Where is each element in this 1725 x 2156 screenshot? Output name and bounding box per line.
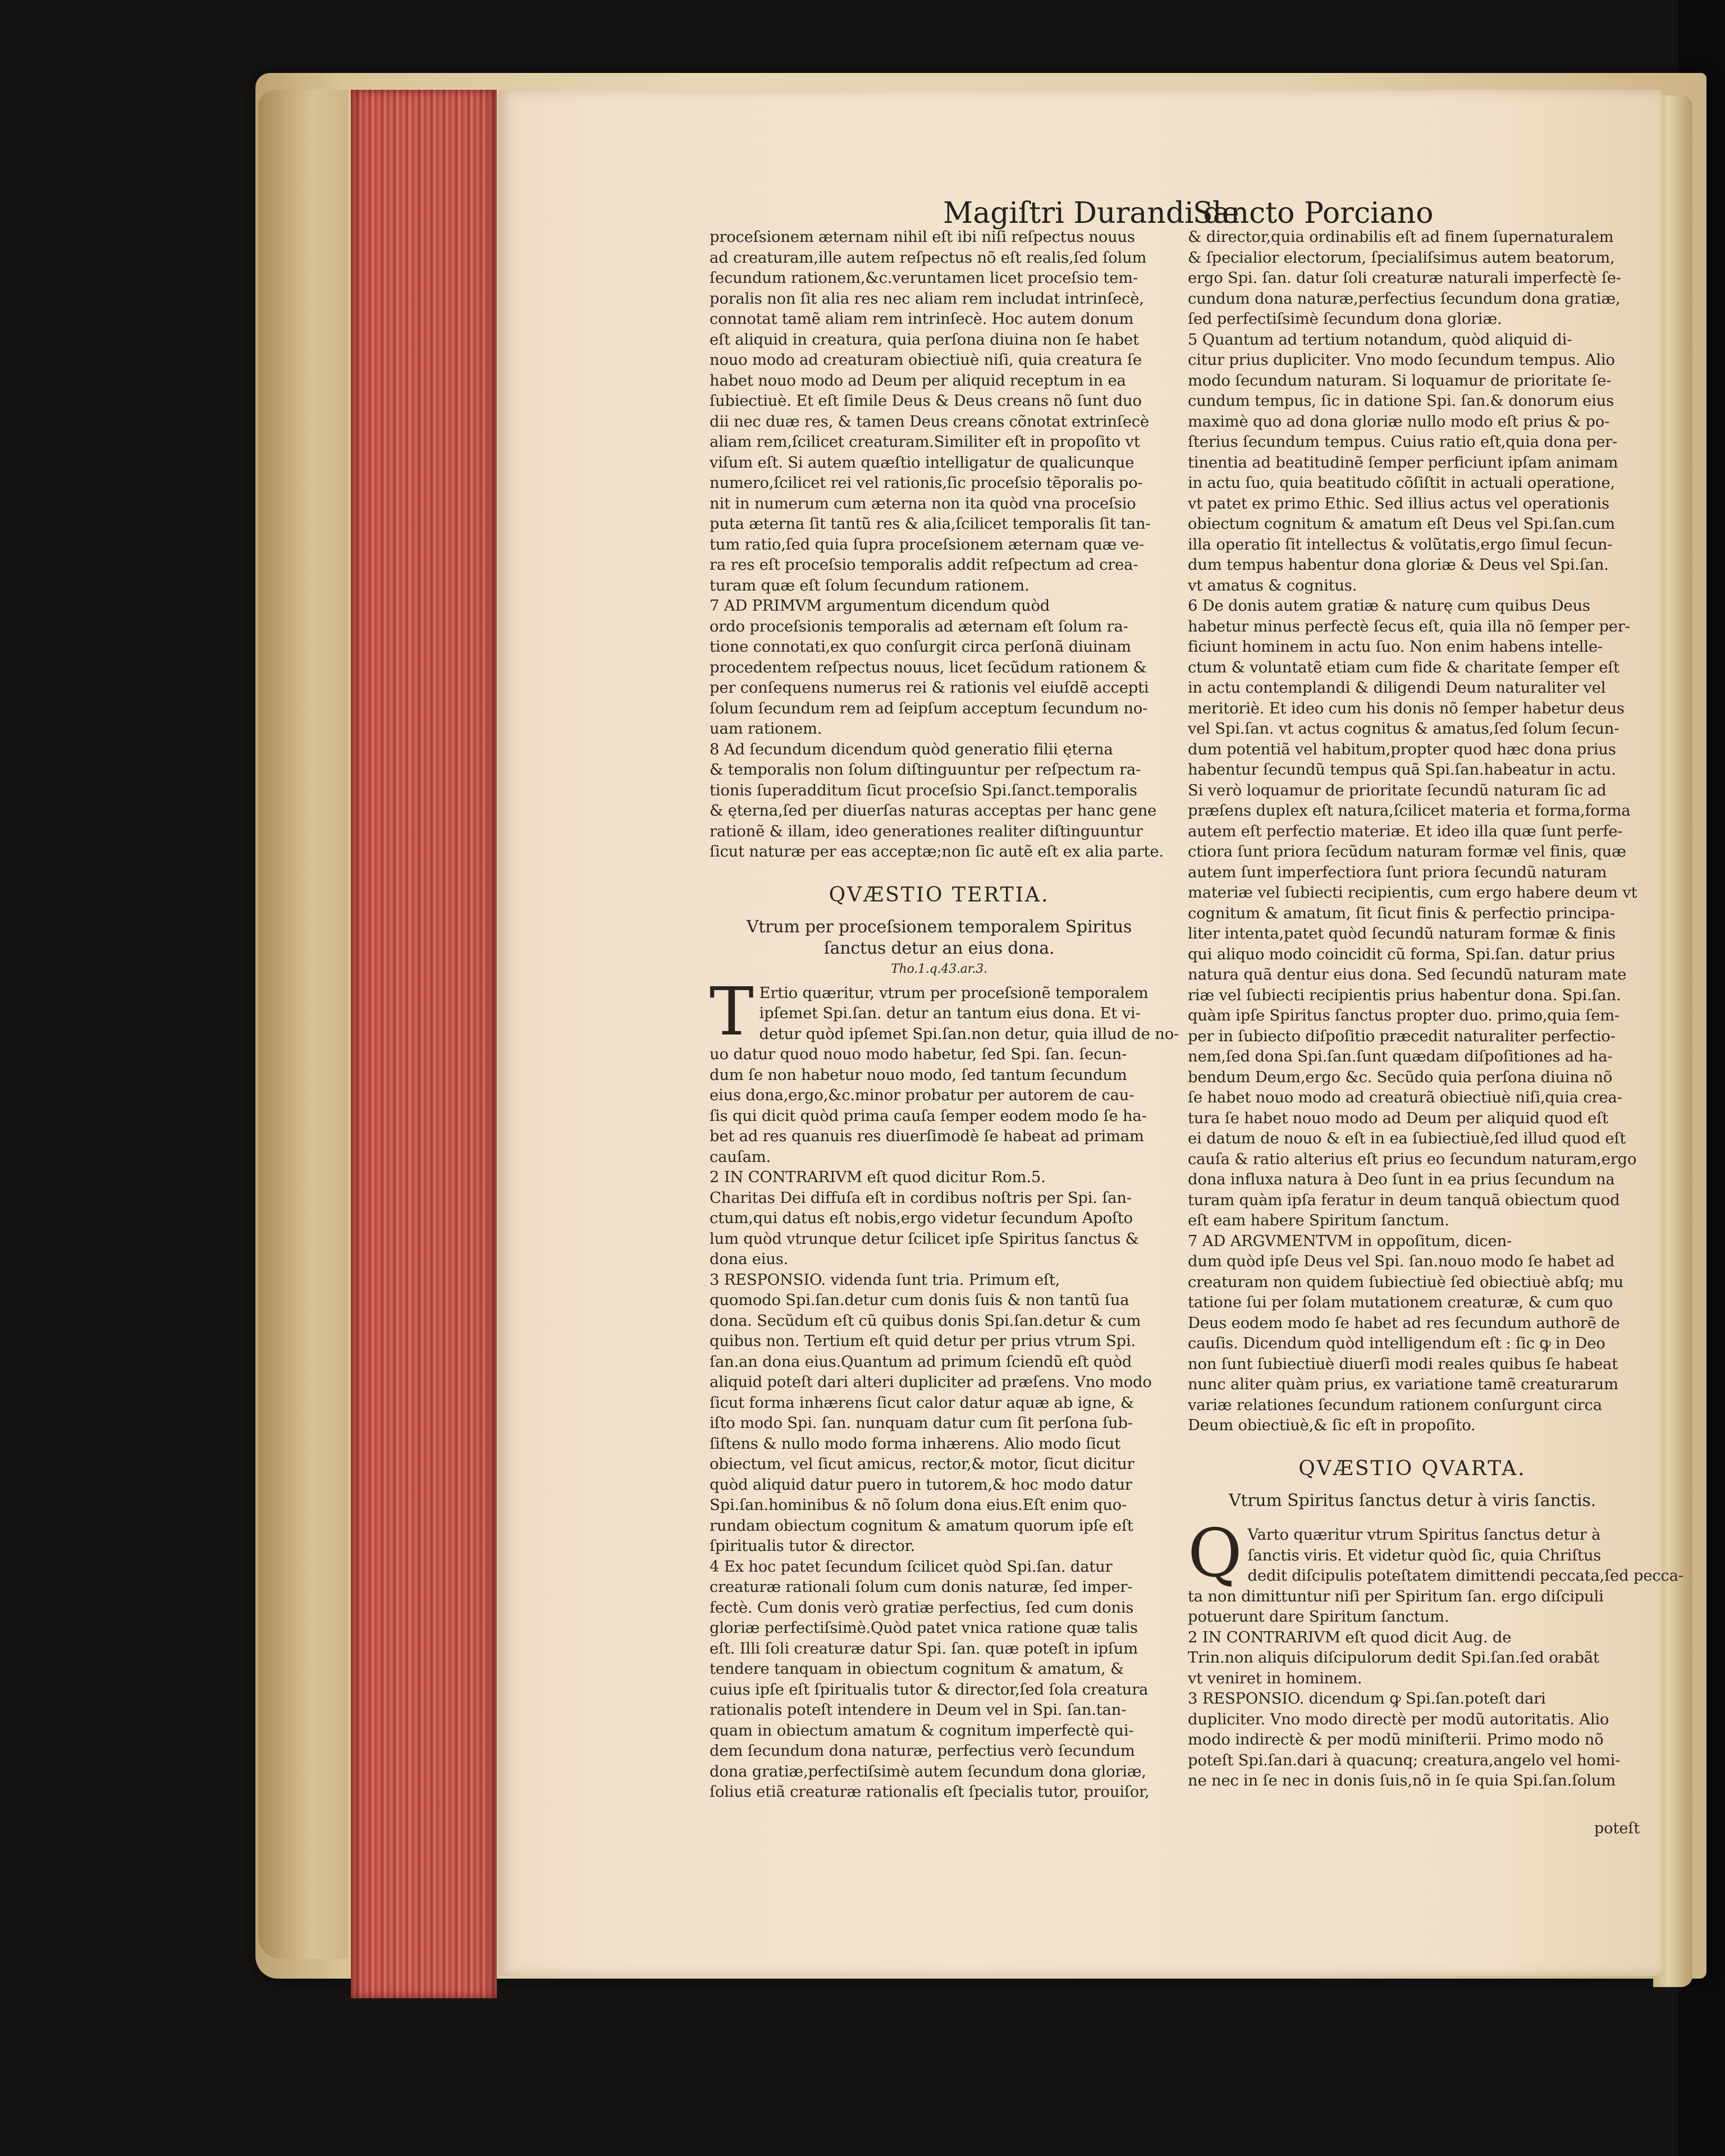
text-line: cauſam. — [710, 1148, 771, 1166]
text-line: 4 Ex hoc patet ſecundum ſcilicet quòd Spi.ſan. datur — [710, 1558, 1113, 1576]
text-line: dum ſe non habetur nouo modo, ſed tantum ſecundum — [710, 1066, 1127, 1084]
text-line: ſed perfectiſsimè ſecundum dona gloriæ. — [1188, 310, 1502, 328]
text-line: tionis ſuperadditum ſicut proceſsio Spi.ſanct.temporalis — [710, 781, 1137, 799]
text-line: & temporalis non ſolum diſtinguuntur per reſpectum ra- — [710, 761, 1141, 779]
text-line: ta non dimittuntur niſi per Spiritum ſan. ergo diſcipuli — [1188, 1587, 1604, 1605]
text-line: ſicut naturæ per eas acceptæ;non ſic autẽ eſt ex alia parte. — [710, 843, 1164, 860]
text-line: meritoriè. Et ideo cum his donis nõ ſemper habetur deus — [1188, 699, 1625, 717]
text-line: rationalis poteſt intendere in Deum vel in Spi. ſan.tan- — [710, 1701, 1127, 1719]
red-page-edges — [351, 90, 497, 1998]
text-line: ſicut forma inhærens ſicut calor datur aquæ ab igne, & — [710, 1394, 1134, 1412]
running-head-right: Sancto Porciano — [1193, 196, 1434, 230]
text-line: liter intenta,patet quòd ſecundũ naturam formæ & finis — [1188, 925, 1616, 942]
text-line: 2 IN CONTRARIVM eſt quod dicit Aug. de — [1188, 1628, 1512, 1646]
text-line: viſum eſt. Si autem quæſtio intelligatur de qualicunque — [710, 454, 1134, 472]
text-line: poteſt Spi.ſan.dari à quacunq; creatura,angelo vel homi- — [1188, 1751, 1621, 1769]
text-line: 7 AD PRIMVM argumentum dicendum quòd — [710, 597, 1050, 615]
text-line: rationẽ & illam, ideo generationes realiter diſtinguuntur — [710, 822, 1143, 840]
text-line: creaturam non quidem ſubiectiuè ſed obiectiuè abſq; mu — [1188, 1273, 1624, 1291]
text-line: Deus eodem modo ſe habet ad res ſecundum authorẽ de — [1188, 1314, 1620, 1332]
text-line: 8 Ad ſecundum dicendum quòd generatio filii ęterna — [710, 740, 1113, 758]
text-line: cauſa & ratio alterius eſt prius eo ſecundum naturam,ergo — [1188, 1150, 1637, 1168]
text-line: rundam obiectum cognitum & amatum quorum ipſe eſt — [710, 1517, 1133, 1535]
question-subtitle: Vtrum Spiritus ſanctus detur à viris ſanctis. — [1228, 1491, 1596, 1510]
text-line: poralis non ſit alia res nec aliam rem includat intrinſecè, — [710, 290, 1144, 308]
question-opening-text — [1188, 1514, 1683, 1628]
text-line: illa operatio ſit intellectus & volũtatis,ergo ſimul ſecun- — [1188, 535, 1613, 553]
text-line: vt veniret in hominem. — [1188, 1669, 1362, 1687]
text-line: ſterius ſecundum tempus. Cuius ratio eſt,quia dona per- — [1188, 433, 1618, 451]
bleed-through-text — [1554, 196, 1560, 219]
text-line: cundum dona naturæ,perfectius ſecundum dona gratiæ, — [1188, 290, 1621, 308]
text-line: iſto modo Spi. ſan. nunquam datur cum ſit perſona ſub- — [710, 1415, 1133, 1432]
text-line: dona gratiæ,perfectiſsimè autem ſecundum dona gloriæ, — [710, 1763, 1146, 1780]
text-line: ei datum de nouo & eſt in ea ſubiectiuè,ſed illud quod eſt — [1188, 1130, 1626, 1147]
text-line: Deum obiectiuè,& ſic eſt in propoſito. — [1188, 1417, 1476, 1434]
text-line: ra res eſt proceſsio temporalis addit reſpectum ad crea- — [710, 556, 1138, 574]
text-line: & director,quia ordinabilis eſt ad finem ſupernaturalem — [1188, 228, 1614, 246]
text-line: ergo Spi. ſan. datur ſoli creaturæ naturali imperfectè ſe- — [1188, 269, 1621, 287]
text-line: aliam rem,ſcilicet creaturam.Similiter eſt in propoſito vt — [710, 433, 1140, 451]
text-line: ſecundum rationem,&c.veruntamen licet proceſsio tem- — [710, 269, 1138, 287]
text-line: dem ſecundum dona naturæ, perfectius verò ſecundum — [710, 1742, 1135, 1760]
text-line: & ęterna,ſed per diuerſas naturas acceptas per hanc gene — [710, 802, 1157, 820]
text-line: ſe habet nouo modo ad creaturã obiectiuè niſi,quia crea- — [1188, 1089, 1622, 1106]
text-line: quomodo Spi.ſan.detur cum donis ſuis & non tantũ ſua — [710, 1292, 1129, 1309]
drop-cap: T — [710, 972, 754, 1050]
text-line: per conſequens numerus rei & rationis vel eiuſdẽ accepti — [710, 679, 1149, 697]
binding-edge — [258, 90, 348, 1959]
text-line: & ſpecialior electorum, ſpecialiſsimus autem beatorum, — [1188, 249, 1615, 267]
paragraph-8 — [710, 740, 1169, 863]
text-line: habetur minus perfectè ſecus eſt, quia illa nõ ſemper per- — [1188, 617, 1630, 635]
text-line: turam quæ eſt ſolum ſecundum rationem. — [710, 576, 1029, 594]
text-line: dum potentiã vel habitum,propter quod hæc dona prius — [1188, 740, 1616, 758]
text-line: uam rationem. — [710, 720, 822, 738]
text-line: obiectum cognitum & amatum eſt Deus vel Spi.ſan.cum — [1188, 515, 1615, 533]
text-line: proceſsionem æternam nihil eſt ibi niſi reſpectus nouus — [710, 228, 1135, 246]
text-line: 5 Quantum ad tertium notandum, quòd aliquid di- — [1188, 331, 1572, 349]
text-line: Si verò loquamur de prioritate ſecundũ naturam ſic ad — [1188, 781, 1607, 799]
text-line: ſanctus detur an eius dona. — [823, 939, 1055, 958]
text-line: materiæ vel ſubiecti recipientis, cum ergo habere deum vt — [1188, 884, 1637, 901]
text-line: tione connotati,ex quo conſurgit circa perſonã diuinam — [710, 638, 1131, 656]
paragraph-continuation — [1188, 227, 1637, 330]
text-line: eſt aliquid in creatura, quia perſona diuina non ſe habet — [710, 331, 1139, 349]
paragraph-3 — [710, 1270, 1169, 1557]
text-line: quàm ipſe Spiritus ſanctus propter duo. primo,quia ſem- — [1188, 1007, 1620, 1024]
text-line: eſt. Illi ſoli creaturæ datur Spi. ſan. quæ poteſt in ipſum — [710, 1640, 1138, 1658]
text-line: uo datur quod nouo modo habetur, ſed Spi. ſan. ſecun- — [710, 1046, 1127, 1063]
text-line: habet nouo modo ad Deum per aliquid receptum in ea — [710, 372, 1126, 390]
text-line: aliquid poteſt dari alteri dupliciter ad præſens. Vno modo — [710, 1374, 1152, 1391]
text-line: nunc aliter quàm prius, ex variatione tamẽ creaturarum — [1188, 1376, 1618, 1393]
question-heading: QVÆSTIO QVARTA. — [1298, 1457, 1526, 1480]
text-line: nouo modo ad creaturam obiectiuè niſi, quia creatura ſe — [710, 351, 1142, 369]
text-line: ad creaturam,ille autem reſpectus nõ eſt realis,ſed ſolum — [710, 249, 1147, 267]
question-opening — [710, 972, 1179, 1168]
right-column — [1188, 227, 1683, 1792]
text-line: 2 IN CONTRARIVM eſt quod dicitur Rom.5. — [710, 1169, 1046, 1186]
paragraph-2 — [710, 1168, 1169, 1270]
left-column — [710, 227, 1179, 1803]
text-line: bet ad res quanuis res diuerſimodè ſe habeat ad primam — [710, 1128, 1144, 1145]
text-line: ordo proceſsionis temporalis ad æternam eſt ſolum ra- — [710, 617, 1128, 635]
text-line: Trin.non aliquis diſcipulorum dedit Spi.ſan.ſed orabãt — [1188, 1649, 1599, 1667]
text-line: ſolius etiã creaturæ rationalis eſt ſpecialis tutor, prouiſor, — [710, 1783, 1150, 1801]
text-line: dedit diſcipulis poteſtatem dimittendi peccata,ſed pecca- — [1247, 1567, 1683, 1585]
paragraph-4 — [710, 1557, 1169, 1803]
text-line: puta æterna ſit tantũ res & alia,ſcilicet temporalis ſit tan- — [710, 515, 1151, 533]
text-line: ne nec in ſe nec in donis ſuis,nõ in ſe quia Spi.ſan.ſolum — [1188, 1772, 1616, 1789]
text-line: 3 RESPONSIO. dicendum ꝙ Spi.ſan.poteſt dari — [1188, 1690, 1546, 1708]
text-line: dona. Secũdum eſt cũ quibus donis Spi.ſan.detur & cum — [710, 1312, 1141, 1330]
paragraph-6 — [1188, 596, 1637, 1232]
text-line: ſis qui dicit quòd prima cauſa ſemper eodem modo ſe ha- — [710, 1107, 1147, 1125]
text-line: non ſunt ſubiectiuè diuerſi modi reales quibus ſe habeat — [1188, 1355, 1618, 1373]
text-line: autem ſunt imperfectiora ſunt priora ſecundũ naturam — [1188, 863, 1607, 881]
question-opening-text — [710, 972, 1179, 1168]
text-line: Varto quæritur vtrum Spiritus ſanctus detur à — [1247, 1526, 1601, 1544]
text-line: ctum & voluntatẽ etiam cum fide & charitate ſemper eſt — [1188, 658, 1619, 676]
text-line: cundum tempus, ſic in datione Spi. ſan.& donorum eius — [1188, 392, 1614, 410]
text-line: ctum,qui datus eſt nobis,ergo videtur ſecundum Apoſto — [710, 1210, 1133, 1227]
text-line: ſan.an dona eius.Quantum ad primum ſciendũ eſt quòd — [710, 1353, 1132, 1371]
text-line: 6 De donis autem gratiæ & naturę cum quibus Deus — [1188, 597, 1590, 615]
text-line: in actu ſuo, quia beatitudo cõſiſtit in actuali operatione, — [1188, 474, 1616, 492]
text-line: procedentem reſpectus nouus, licet ſecũdum rationem & — [710, 658, 1147, 676]
text-line: tinentia ad beatitudinẽ ſemper perficiunt ipſam animam — [1188, 454, 1618, 472]
text-line: connotat tamẽ aliam rem intrinſecè. Hoc autem donum — [710, 310, 1134, 328]
text-line: numero,ſcilicet rei vel rationis,ſic proceſsio tẽporalis po- — [710, 474, 1143, 492]
text-line: turam quàm ipſa feratur in deum tanquã obiectum quod — [1188, 1191, 1620, 1209]
paragraph-3 — [1188, 1689, 1637, 1792]
text-line: vel Spi.ſan. vt actus cognitus & amatus,ſed ſolum ſecun- — [1188, 720, 1619, 738]
text-line: cuius ipſe eſt ſpiritualis tutor & director,ſed ſola creatura — [710, 1681, 1149, 1699]
text-line: cauſis. Dicendum quòd intelligendum eſt : ſic ꝙ in Deo — [1188, 1335, 1605, 1352]
question-heading: QVÆSTIO TERTIA. — [829, 883, 1050, 907]
text-line: ipſemet Spi.ſan. detur an tantum eius dona. Et vi- — [759, 1005, 1141, 1022]
text-line: dona influxa natura à Deo ſunt in ea prius ſecundum na — [1188, 1171, 1615, 1188]
text-line: dona eius. — [710, 1251, 789, 1268]
text-line: ſubiectiuè. Et eſt ſimile Deus & Deus creans nõ ſunt duo — [710, 392, 1142, 410]
text-line: in actu contemplandi & diligendi Deum naturaliter vel — [1188, 679, 1606, 697]
text-line: fectè. Cum donis verò gratiæ perfectius, ſed cum donis — [710, 1599, 1134, 1617]
text-line: tum ratio,ſed quia ſupra proceſsionem æternam quæ ve- — [710, 535, 1145, 553]
text-line: habentur ſecundũ tempus quã Spi.ſan.habeatur in actu. — [1188, 761, 1616, 779]
text-line: ſiſtens & nullo modo forma inhærens. Alio modo ſicut — [710, 1435, 1121, 1453]
text-line: detur quòd ipſemet Spi.ſan.non detur, quia illud de no- — [759, 1025, 1179, 1043]
paragraph-7 — [710, 596, 1169, 740]
text-line: ſolum ſecundum rem ad ſeipſum acceptum ſecundum no- — [710, 699, 1148, 717]
text-line: eius dona,ergo,&c.minor probatur per autorem de cau- — [710, 1087, 1134, 1104]
text-line: quam in obiectum amatum & cognitum imperfectè qui- — [710, 1722, 1134, 1740]
text-line: vt patet ex primo Ethic. Sed illius actus vel operationis — [1188, 495, 1609, 512]
text-line: Spi.ſan.hominibus & nõ ſolum dona eius.Eſt enim quo- — [710, 1496, 1127, 1514]
reference-note: Tho.1.q.43.ar.3. — [891, 962, 987, 976]
text-line: autem eſt perfectio materiæ. Et ideo illa quæ ſunt perfe- — [1188, 822, 1623, 840]
paragraph-7 — [1188, 1232, 1637, 1436]
text-line: quòd aliquid datur puero in tutorem,& hoc modo datur — [710, 1476, 1132, 1494]
text-line: maximè quo ad dona gloriæ nullo modo eſt prius & po- — [1188, 413, 1610, 431]
text-line: tura ſe habet nouo modo ad Deum per aliquid quod eſt — [1188, 1109, 1608, 1127]
text-line: citur prius dupliciter. Vno modo ſecundum tempus. Alio — [1188, 351, 1615, 369]
text-line: quibus non. Tertium eſt quid detur per prius vtrum Spi. — [710, 1333, 1136, 1350]
text-line: dii nec duæ res, & tamen Deus creans cõnotat extrinſecè — [710, 413, 1150, 431]
text-line: natura quã dentur eius dona. Sed ſecundũ naturam mate — [1188, 966, 1627, 983]
text-line: ctiora ſunt priora ſecũdum naturam formæ vel finis, quæ — [1188, 843, 1626, 860]
drop-cap: Q — [1188, 1514, 1242, 1592]
text-line: creaturæ rationali ſolum cum donis naturæ, ſed imper- — [710, 1578, 1133, 1596]
catchword: poteſt — [1594, 1820, 1640, 1837]
question-opening — [1188, 1514, 1683, 1628]
text-line: eſt eam habere Spiritum ſanctum. — [1188, 1212, 1449, 1229]
text-line: obiectum, vel ſicut amicus, rector,& motor, ſicut dicitur — [710, 1455, 1134, 1473]
text-line: 3 RESPONSIO. videnda ſunt tria. Primum eſt, — [710, 1271, 1060, 1289]
text-line: ficiunt hominem in actu ſuo. Non enim habens intelle- — [1188, 638, 1603, 656]
text-line: ſanctis viris. Et videtur quòd ſic, quia Chriſtus — [1247, 1546, 1602, 1564]
text-line: vt amatus & cognitus. — [1188, 576, 1357, 594]
text-line: potuerunt dare Spiritum ſanctum. — [1188, 1608, 1449, 1626]
text-line: dupliciter. Vno modo directè per modũ autoritatis. Alio — [1188, 1710, 1609, 1728]
paragraph-continuation — [710, 227, 1169, 596]
running-head-left: Magiſtri Durandi de — [943, 196, 1239, 230]
text-line: riæ vel ſubiecti recipientis prius habentur dona. Spi.ſan. — [1188, 986, 1621, 1004]
text-line: lum quòd vtrunque detur ſcilicet ipſe Spiritus ſanctus & — [710, 1230, 1139, 1248]
text-line: modo ſecundum naturam. Si loquamur de prioritate ſe- — [1188, 372, 1612, 390]
text-line: bendum Deum,ergo &c. Secũdo quia perſona diuina nõ — [1188, 1068, 1613, 1086]
text-line: Charitas Dei diffuſa eſt in cordibus noſtris per Spi. ſan- — [710, 1189, 1132, 1207]
text-line: gloriæ perfectiſsimè.Quòd patet vnica ratione quæ talis — [710, 1619, 1138, 1637]
text-line: dum tempus habentur dona gloriæ & Deus vel Spi.ſan. — [1188, 556, 1609, 574]
text-line: dum quòd ipſe Deus vel Spi. ſan.nouo modo ſe habet ad — [1188, 1253, 1615, 1270]
text-line: tendere tanquam in obiectum cognitum & amatum, & — [710, 1660, 1124, 1678]
text-line: nit in numerum cum æterna non ita quòd vna proceſsio — [710, 495, 1136, 512]
text-line: Ertio quæritur, vtrum per proceſsionẽ temporalem — [759, 984, 1149, 1002]
text-line: per in ſubiecto diſpoſitio præcedit naturaliter perfectio- — [1188, 1027, 1616, 1045]
text-line: qui aliquo modo coincidit cũ forma, Spi.ſan. datur prius — [1188, 945, 1616, 963]
text-line: cognitum & amatum, ſit ſicut finis & perfectio principa- — [1188, 904, 1615, 922]
text-line: præſens duplex eſt natura,ſcilicet materia et forma,forma — [1188, 802, 1631, 820]
paragraph-2 — [1188, 1628, 1637, 1690]
text-line: nem,ſed dona Spi.ſan.ſunt quædam diſpoſitiones ad ha- — [1188, 1048, 1613, 1065]
text-line: ſpiritualis tutor & director. — [710, 1537, 916, 1555]
text-line: variæ relationes ſecundum rationem conſurgunt circa — [1188, 1396, 1602, 1414]
text-line: Vtrum per proceſsionem temporalem Spiritus — [746, 917, 1132, 937]
question-subtitle — [710, 917, 1169, 959]
paragraph-5 — [1188, 330, 1637, 597]
text-line: 7 AD ARGVMENTVM in oppoſitum, dicen- — [1188, 1232, 1512, 1250]
text-line: modo indirectè & per modũ miniſterii. Primo modo nõ — [1188, 1731, 1604, 1748]
text-line: tatione ſui per ſolam mutationem creaturæ, & cum quo — [1188, 1294, 1613, 1311]
